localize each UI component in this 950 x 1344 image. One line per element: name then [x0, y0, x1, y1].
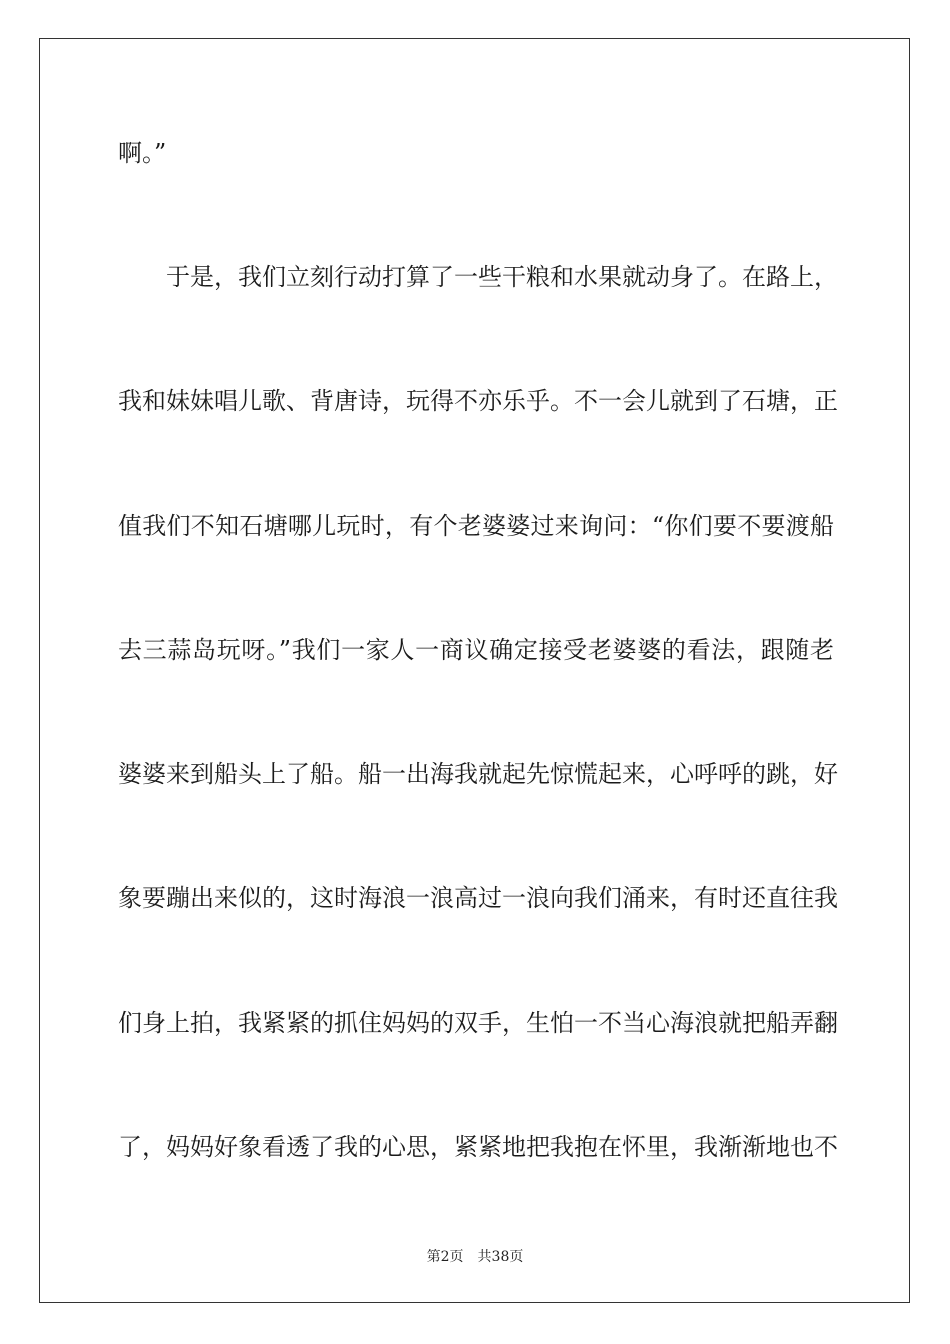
page-total: 共38页 [477, 1249, 524, 1265]
text-line-3: 我和妹妹唱儿歌、背唐诗，玩得不亦乐乎。不一会儿就到了石塘，正 [118, 387, 838, 415]
text-line-8: 们身上拍，我紧紧的抓住妈妈的双手，生怕一不当心海浪就把船弄翻 [118, 1009, 838, 1037]
text-line-2: 于是，我们立刻行动打算了一些干粮和水果就动身了。在路上， [166, 263, 838, 291]
text-line-6: 婆婆来到船头上了船。船一出海我就起先惊慌起来，心呼呼的跳，好 [118, 760, 838, 788]
text-line-5: 去三蒜岛玩呀。”我们一家人一商议确定接受老婆婆的看法，跟随老 [118, 636, 834, 664]
page-border [39, 38, 910, 1303]
page-number: 第2页 [426, 1249, 464, 1265]
text-line-4: 值我们不知石塘哪儿玩时，有个老婆婆过来询问：“你们要不要渡船 [118, 512, 834, 540]
text-line-9: 了，妈妈好象看透了我的心思，紧紧地把我抱在怀里，我渐渐地也不 [118, 1133, 838, 1161]
text-line-1: 啊。” [118, 139, 167, 167]
text-line-7: 象要蹦出来似的，这时海浪一浪高过一浪向我们涌来，有时还直往我 [118, 884, 838, 912]
page-footer [0, 1248, 950, 1266]
